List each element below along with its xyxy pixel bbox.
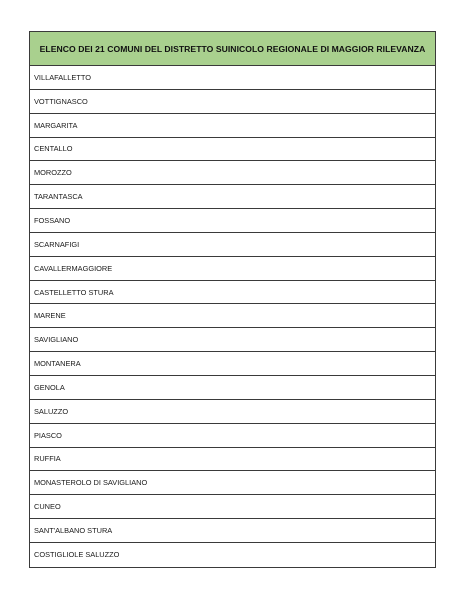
table-row: SAVIGLIANO [30, 328, 435, 352]
table-row: MARGARITA [30, 114, 435, 138]
table-row: CASTELLETTO STURA [30, 281, 435, 305]
table-row: MONASTEROLO DI SAVIGLIANO [30, 471, 435, 495]
table-header: ELENCO DEI 21 COMUNI DEL DISTRETTO SUINICOLO REGIONALE DI MAGGIOR RILEVANZA [30, 32, 435, 66]
table-row: COSTIGLIOLE SALUZZO [34, 550, 120, 560]
table-row: CUNEO [30, 495, 435, 519]
table-row: FOSSANO [30, 209, 435, 233]
table-row: VOTTIGNASCO [30, 90, 435, 114]
municipalities-table [29, 31, 436, 568]
table-row: GENOLA [30, 376, 435, 400]
table-row: PIASCO [30, 424, 435, 448]
table-row: VILLAFALLETTO [30, 66, 435, 90]
table-row: MOROZZO [30, 161, 435, 185]
table-row: CAVALLERMAGGIORE [30, 257, 435, 281]
table-row: SANT'ALBANO STURA [30, 519, 435, 543]
table-rows [30, 66, 435, 567]
table-row: SCARNAFIGI [30, 233, 435, 257]
table-row: MONTANERA [30, 352, 435, 376]
table-row: MARENE [30, 304, 435, 328]
table-row: TARANTASCA [30, 185, 435, 209]
table-row: CENTALLO [30, 138, 435, 162]
table-row: SALUZZO [30, 400, 435, 424]
table-row: RUFFIA [30, 448, 435, 472]
